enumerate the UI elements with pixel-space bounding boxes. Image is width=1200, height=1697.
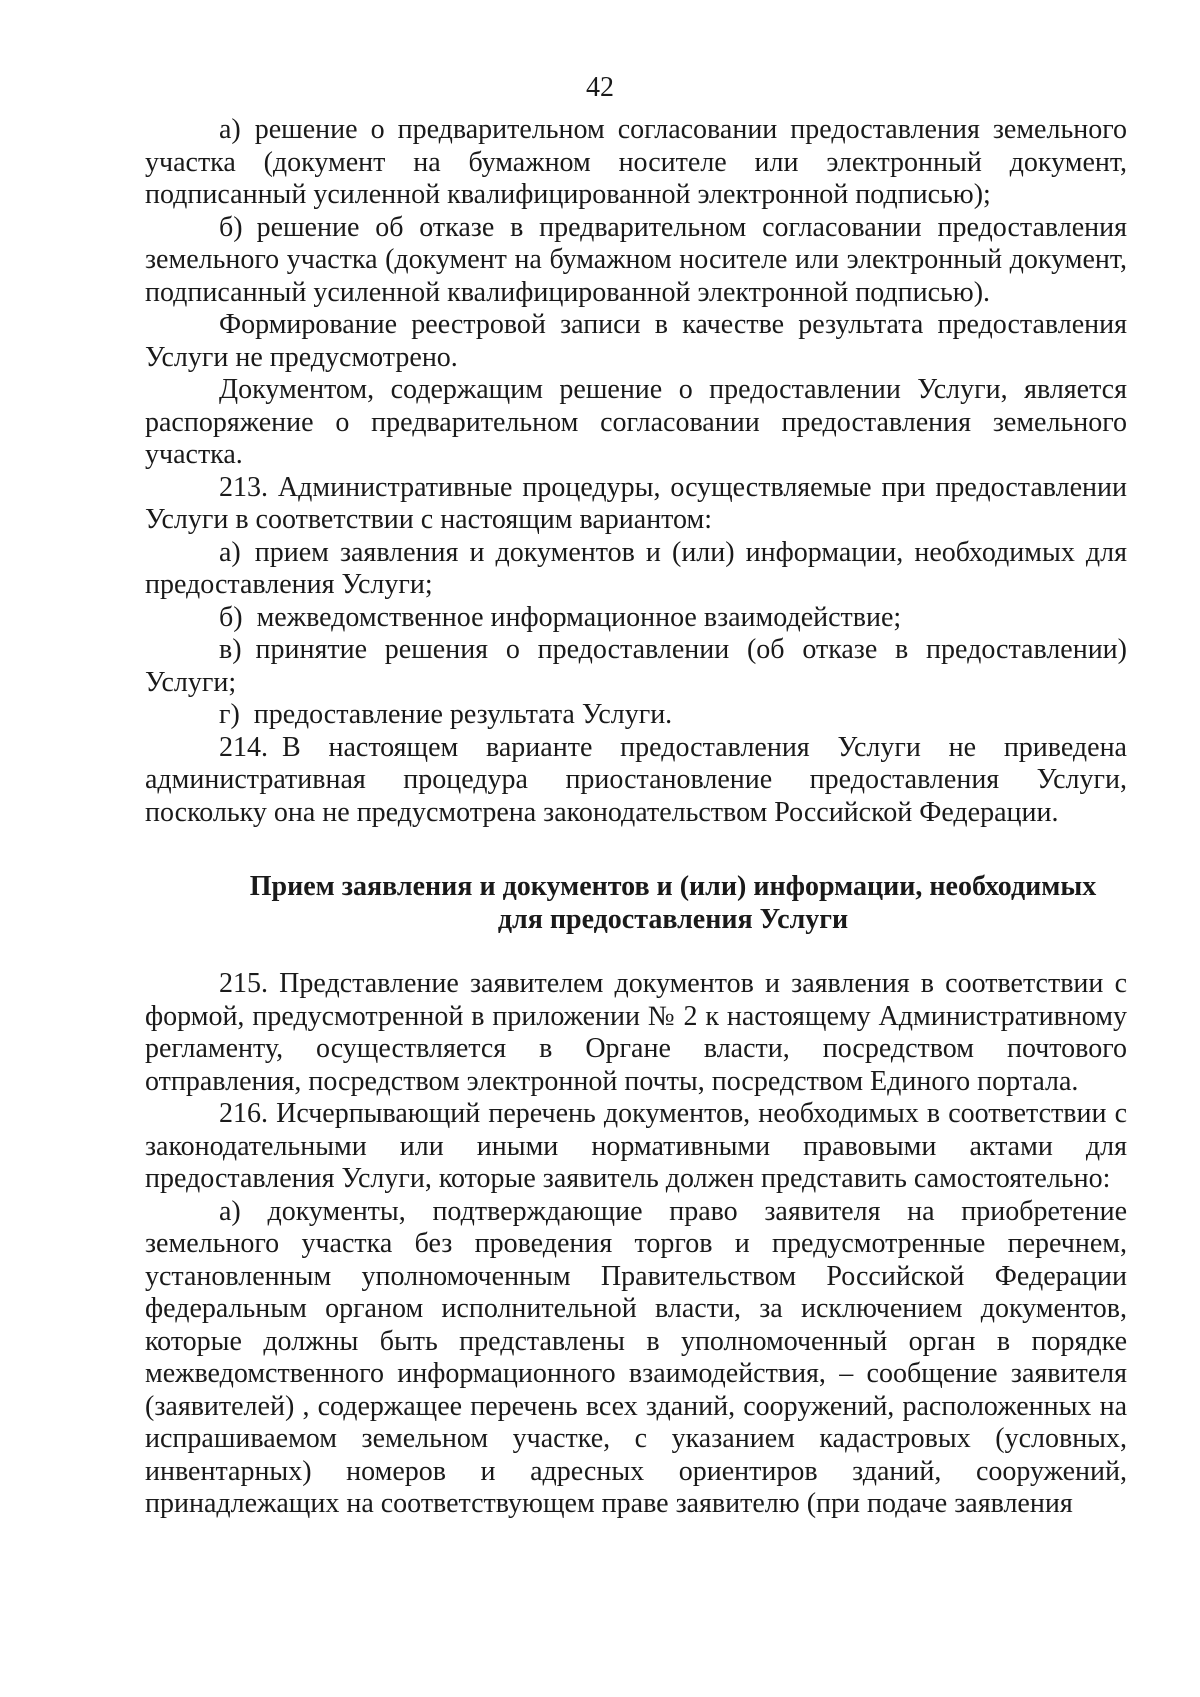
section-heading-line-1: Прием заявления и документов и (или) информации, необходимых [249,871,1097,902]
section-heading-line-2: для предоставления Услуги [497,903,849,935]
paragraph-215: 215. Представление заявителем документов и заявления в соответствии с формой, предусмотренной в приложении № 2 к настоящему Административному регламенту, осуществляется в Органе власти, посредством почтового отправления, посредством электронной почты, посредством Единого портала. [145,968,1127,1097]
paragraph-result-b: б) решение об отказе в предварительном согласовании предоставления земельного участка (документ на бумажном носителе или электронный документ, подписанный усиленной квалифицированной электронной подписью). [145,211,1127,308]
section-heading [145,871,1127,936]
paragraph-decision-document: Документом, содержащим решение о предоставлении Услуги, является распоряжение о предварительном согласовании предоставления земельного участка. [145,374,1127,470]
document-body [145,114,1127,1521]
paragraph-213: 213. Административные процедуры, осуществляемые при предоставлении Услуги в соответствии с настоящим вариантом: [145,471,1127,535]
paragraph-213-v: в) принятие решения о предоставлении (об отказе в предоставлении) Услуги; [145,634,1127,698]
paragraph-216-a: а) документы, подтверждающие право заявителя на приобретение земельного участка без проведения торгов и предусмотренные перечнем, установленным уполномоченным Правительством Российской Федерации федеральным органом исполнительной власти, за исключением документов, которые должны быть представлены в уполномоченный орган в порядке межведомственного информационного взаимодействия, – сообщение заявителя (заявителей) , содержащее перечень всех зданий, сооружений, расположенных на испрашиваемом земельном участке, с указанием кадастровых (условных, инвентарных) номеров и адресных ориентиров зданий, сооружений, принадлежащих на соответствующем праве заявителю (при подаче заявления [145,1195,1127,1519]
paragraph-216: 216. Исчерпывающий перечень документов, необходимых в соответствии с законодательными или иными нормативными правовыми актами для предоставления Услуги, которые заявитель должен представить самостоятельно: [145,1098,1127,1194]
paragraph-213-a: а) прием заявления и документов и (или) информации, необходимых для предоставления Услуги; [145,536,1127,600]
paragraph-213-b: б) межведомственное информационное взаимодействие; [219,601,902,633]
paragraph-registry-record: Формирование реестровой записи в качестве результата предоставления Услуги не предусмотрено. [145,309,1127,373]
page-number: 42 [586,72,614,103]
paragraph-213-g: г) предоставление результата Услуги. [219,699,673,730]
paragraph-214: 214. В настоящем варианте предоставления Услуги не приведена административная процедура приостановление предоставления Услуги, поскольку она не предусмотрена законодательством Российской Федерации. [145,731,1127,828]
paragraph-result-a: а) решение о предварительном согласовании предоставления земельного участка (документ на бумажном носителе или электронный документ, подписанный усиленной квалифицированной электронной подписью); [145,114,1127,210]
